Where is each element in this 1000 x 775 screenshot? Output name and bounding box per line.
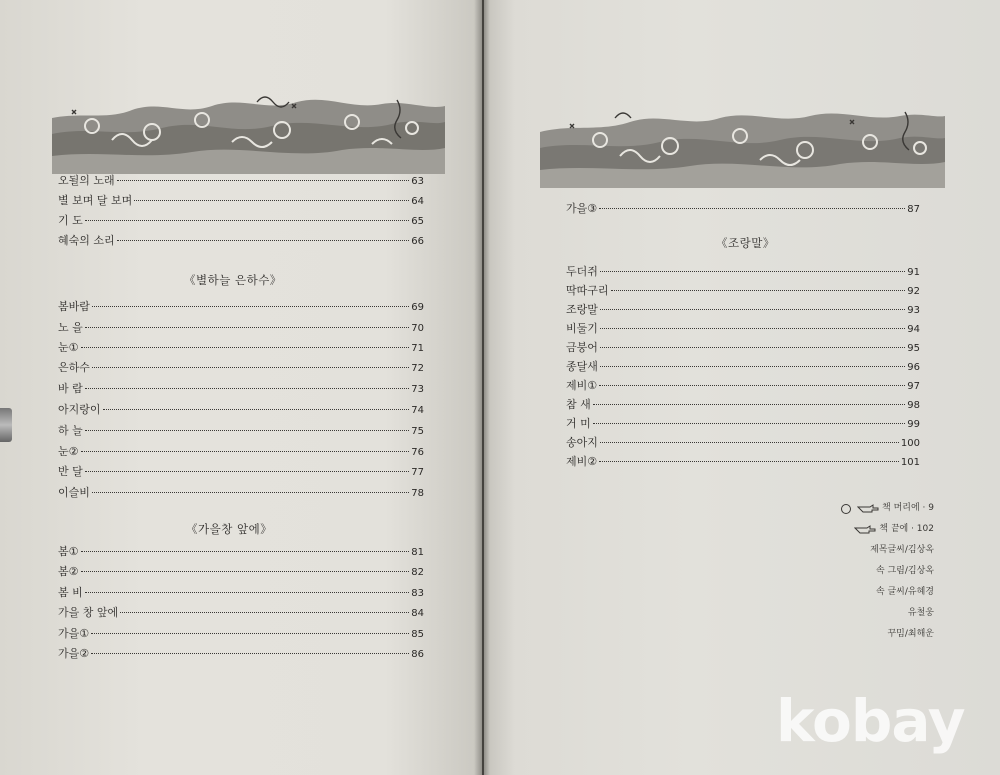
- credits-block: [810, 498, 934, 645]
- toc-entry-page: 101: [900, 457, 920, 468]
- toc-entry-title: 아지랑이: [58, 403, 101, 416]
- credit-line: [810, 540, 934, 561]
- credit-text: 유철웅: [907, 608, 934, 618]
- toc-entry-page: 77: [411, 467, 424, 478]
- credit-text: 제목글씨/김상옥: [870, 545, 934, 555]
- toc-entry: [58, 320, 424, 336]
- toc-entry: [58, 626, 424, 642]
- credit-text: 책 머리에 · 9: [882, 503, 934, 513]
- toc-entry: [566, 416, 920, 432]
- toc-entry: [566, 201, 920, 217]
- toc-entry-title: 금붕어: [566, 341, 598, 354]
- toc-entry: [58, 444, 424, 460]
- toc-entry-page: 100: [900, 438, 920, 449]
- pointing-hand-icon: [854, 525, 876, 534]
- toc-entry: [58, 213, 424, 229]
- dot-leader: [85, 430, 410, 431]
- credit-text: 속 글씨/유혜경: [875, 587, 934, 597]
- credit-line: [810, 498, 934, 519]
- toc-entry-title: 이슬비: [58, 486, 90, 499]
- dot-leader: [593, 404, 906, 405]
- toc-entry-title: 봄②: [58, 565, 79, 578]
- toc-entry-page: 65: [411, 216, 424, 227]
- toc-entry-page: 81: [411, 547, 424, 558]
- dot-leader: [85, 327, 410, 328]
- circle-icon: [841, 504, 851, 514]
- toc-entry: [58, 464, 424, 480]
- toc-entry-page: 64: [411, 196, 424, 207]
- toc-entry: [58, 360, 424, 376]
- toc-entry-title: 봄 비: [58, 586, 83, 599]
- credit-text: 책 끝에 · 102: [879, 524, 934, 534]
- toc-entry: [58, 485, 424, 501]
- dot-leader: [600, 347, 905, 348]
- dot-leader: [85, 388, 410, 389]
- dot-leader: [600, 328, 905, 329]
- toc-entry-title: 두더쥐: [566, 265, 598, 278]
- credit-line: [810, 561, 934, 582]
- toc-entry-page: 83: [411, 588, 424, 599]
- toc-entry: [58, 544, 424, 560]
- dot-leader: [600, 309, 905, 310]
- left-page: [0, 0, 482, 775]
- toc-entry: [58, 381, 424, 397]
- dot-leader: [85, 471, 410, 472]
- dot-leader: [599, 385, 905, 386]
- toc-entry-page: 96: [907, 362, 920, 373]
- toc-entry-page: 86: [411, 649, 424, 660]
- toc-entry-title: 별 보며 달 보며: [58, 194, 133, 207]
- dot-leader: [600, 366, 905, 367]
- dot-leader: [81, 347, 410, 348]
- toc-entry: [566, 321, 920, 337]
- dot-leader: [91, 653, 409, 654]
- dot-leader: [92, 367, 409, 368]
- toc-entry: [58, 585, 424, 601]
- toc-entry-page: 72: [411, 363, 424, 374]
- toc-entry-title: 봄바람: [58, 300, 90, 313]
- toc-entry-page: 74: [411, 405, 424, 416]
- dot-leader: [81, 451, 410, 452]
- toc-entry: [58, 646, 424, 662]
- toc-entry-title: 가을①: [58, 627, 90, 640]
- toc-entry-title: 눈②: [58, 445, 79, 458]
- dot-leader: [599, 208, 905, 209]
- dot-leader: [117, 240, 410, 241]
- dot-leader: [134, 200, 409, 201]
- toc-entry-page: 63: [411, 176, 424, 187]
- toc-entry: [566, 397, 920, 413]
- toc-entry-title: 노 을: [58, 321, 83, 334]
- toc-entry-title: 반 달: [58, 465, 83, 478]
- toc-entry: [566, 378, 920, 394]
- toc-entry-title: 바 람: [58, 382, 83, 395]
- toc-entry-page: 75: [411, 426, 424, 437]
- page-clip: [0, 408, 12, 442]
- toc-entry-title: 혜숙의 소리: [58, 234, 115, 247]
- toc-entry-page: 87: [907, 204, 920, 215]
- section-heading: 《별하늘 은하수》: [184, 273, 282, 287]
- toc-entry-page: 82: [411, 567, 424, 578]
- right-page: [484, 0, 1000, 775]
- toc-entry: [58, 423, 424, 439]
- toc-entry: [58, 605, 424, 621]
- toc-entry-title: 오될의 노래: [58, 174, 115, 187]
- toc-entry-page: 85: [411, 629, 424, 640]
- floral-banner-illustration: [52, 90, 445, 174]
- toc-entry-page: 73: [411, 384, 424, 395]
- credit-line: [810, 624, 934, 645]
- toc-entry: [58, 193, 424, 209]
- toc-entry-page: 76: [411, 447, 424, 458]
- toc-entry-title: 봄①: [58, 545, 79, 558]
- toc-entry: [58, 340, 424, 356]
- toc-entry-title: 가을 창 앞에: [58, 606, 119, 619]
- toc-entry-title: 조랑말: [566, 303, 598, 316]
- toc-entry-page: 92: [907, 286, 920, 297]
- toc-entry-title: 참 새: [566, 398, 591, 411]
- toc-entry-title: 기 도: [58, 214, 83, 227]
- dot-leader: [91, 633, 409, 634]
- toc-entry-title: 가을②: [58, 647, 90, 660]
- toc-entry-page: 97: [907, 381, 920, 392]
- toc-entry-page: 94: [907, 324, 920, 335]
- toc-entry: [566, 283, 920, 299]
- dot-leader: [85, 220, 410, 221]
- section-heading: 《가을창 앞에》: [186, 522, 273, 536]
- toc-entry: [566, 359, 920, 375]
- toc-entry-title: 딱따구리: [566, 284, 609, 297]
- toc-entry: [58, 299, 424, 315]
- toc-entry: [566, 264, 920, 280]
- credit-line: [810, 582, 934, 603]
- dot-leader: [81, 551, 410, 552]
- toc-entry: [566, 340, 920, 356]
- toc-entry-page: 70: [411, 323, 424, 334]
- toc-entry-title: 제비②: [566, 455, 598, 468]
- watermark-logo: kobay: [776, 687, 965, 755]
- toc-entry-page: 95: [907, 343, 920, 354]
- toc-entry: [566, 435, 920, 451]
- toc-entry: [58, 233, 424, 249]
- toc-entry-page: 99: [907, 419, 920, 430]
- toc-entry-title: 가을③: [566, 202, 598, 215]
- toc-entry-page: 84: [411, 608, 424, 619]
- credit-line: [810, 519, 934, 540]
- toc-entry: [58, 564, 424, 580]
- toc-entry-title: 거 미: [566, 417, 591, 430]
- toc-entry-title: 하 늘: [58, 424, 83, 437]
- toc-entry-title: 종달새: [566, 360, 598, 373]
- dot-leader: [92, 306, 409, 307]
- toc-entry: [58, 173, 424, 189]
- pointing-hand-icon: [857, 504, 879, 513]
- book-gutter: [474, 0, 490, 775]
- dot-leader: [81, 571, 410, 572]
- credit-line: [810, 603, 934, 624]
- section-heading: 《조랑말》: [716, 236, 775, 250]
- dot-leader: [103, 409, 410, 410]
- toc-entry-title: 눈①: [58, 341, 79, 354]
- toc-entry-page: 66: [411, 236, 424, 247]
- toc-entry-title: 송아지: [566, 436, 598, 449]
- dot-leader: [611, 290, 906, 291]
- toc-entry: [566, 454, 920, 470]
- dot-leader: [593, 423, 906, 424]
- dot-leader: [600, 442, 899, 443]
- toc-entry-page: 98: [907, 400, 920, 411]
- dot-leader: [120, 612, 409, 613]
- credit-text: 속 그림/김상옥: [875, 566, 934, 576]
- toc-entry: [566, 302, 920, 318]
- toc-entry-title: 제비①: [566, 379, 598, 392]
- toc-entry-page: 78: [411, 488, 424, 499]
- toc-entry-title: 비둘기: [566, 322, 598, 335]
- dot-leader: [117, 180, 410, 181]
- dot-leader: [599, 461, 899, 462]
- dot-leader: [92, 492, 409, 493]
- toc-entry: [58, 402, 424, 418]
- floral-banner-illustration: [540, 98, 945, 188]
- toc-entry-page: 71: [411, 343, 424, 354]
- toc-entry-page: 93: [907, 305, 920, 316]
- toc-entry-page: 91: [907, 267, 920, 278]
- dot-leader: [85, 592, 410, 593]
- toc-entry-page: 69: [411, 302, 424, 313]
- toc-entry-title: 은하수: [58, 361, 90, 374]
- credit-text: 꾸밈/최해운: [887, 629, 934, 639]
- dot-leader: [600, 271, 905, 272]
